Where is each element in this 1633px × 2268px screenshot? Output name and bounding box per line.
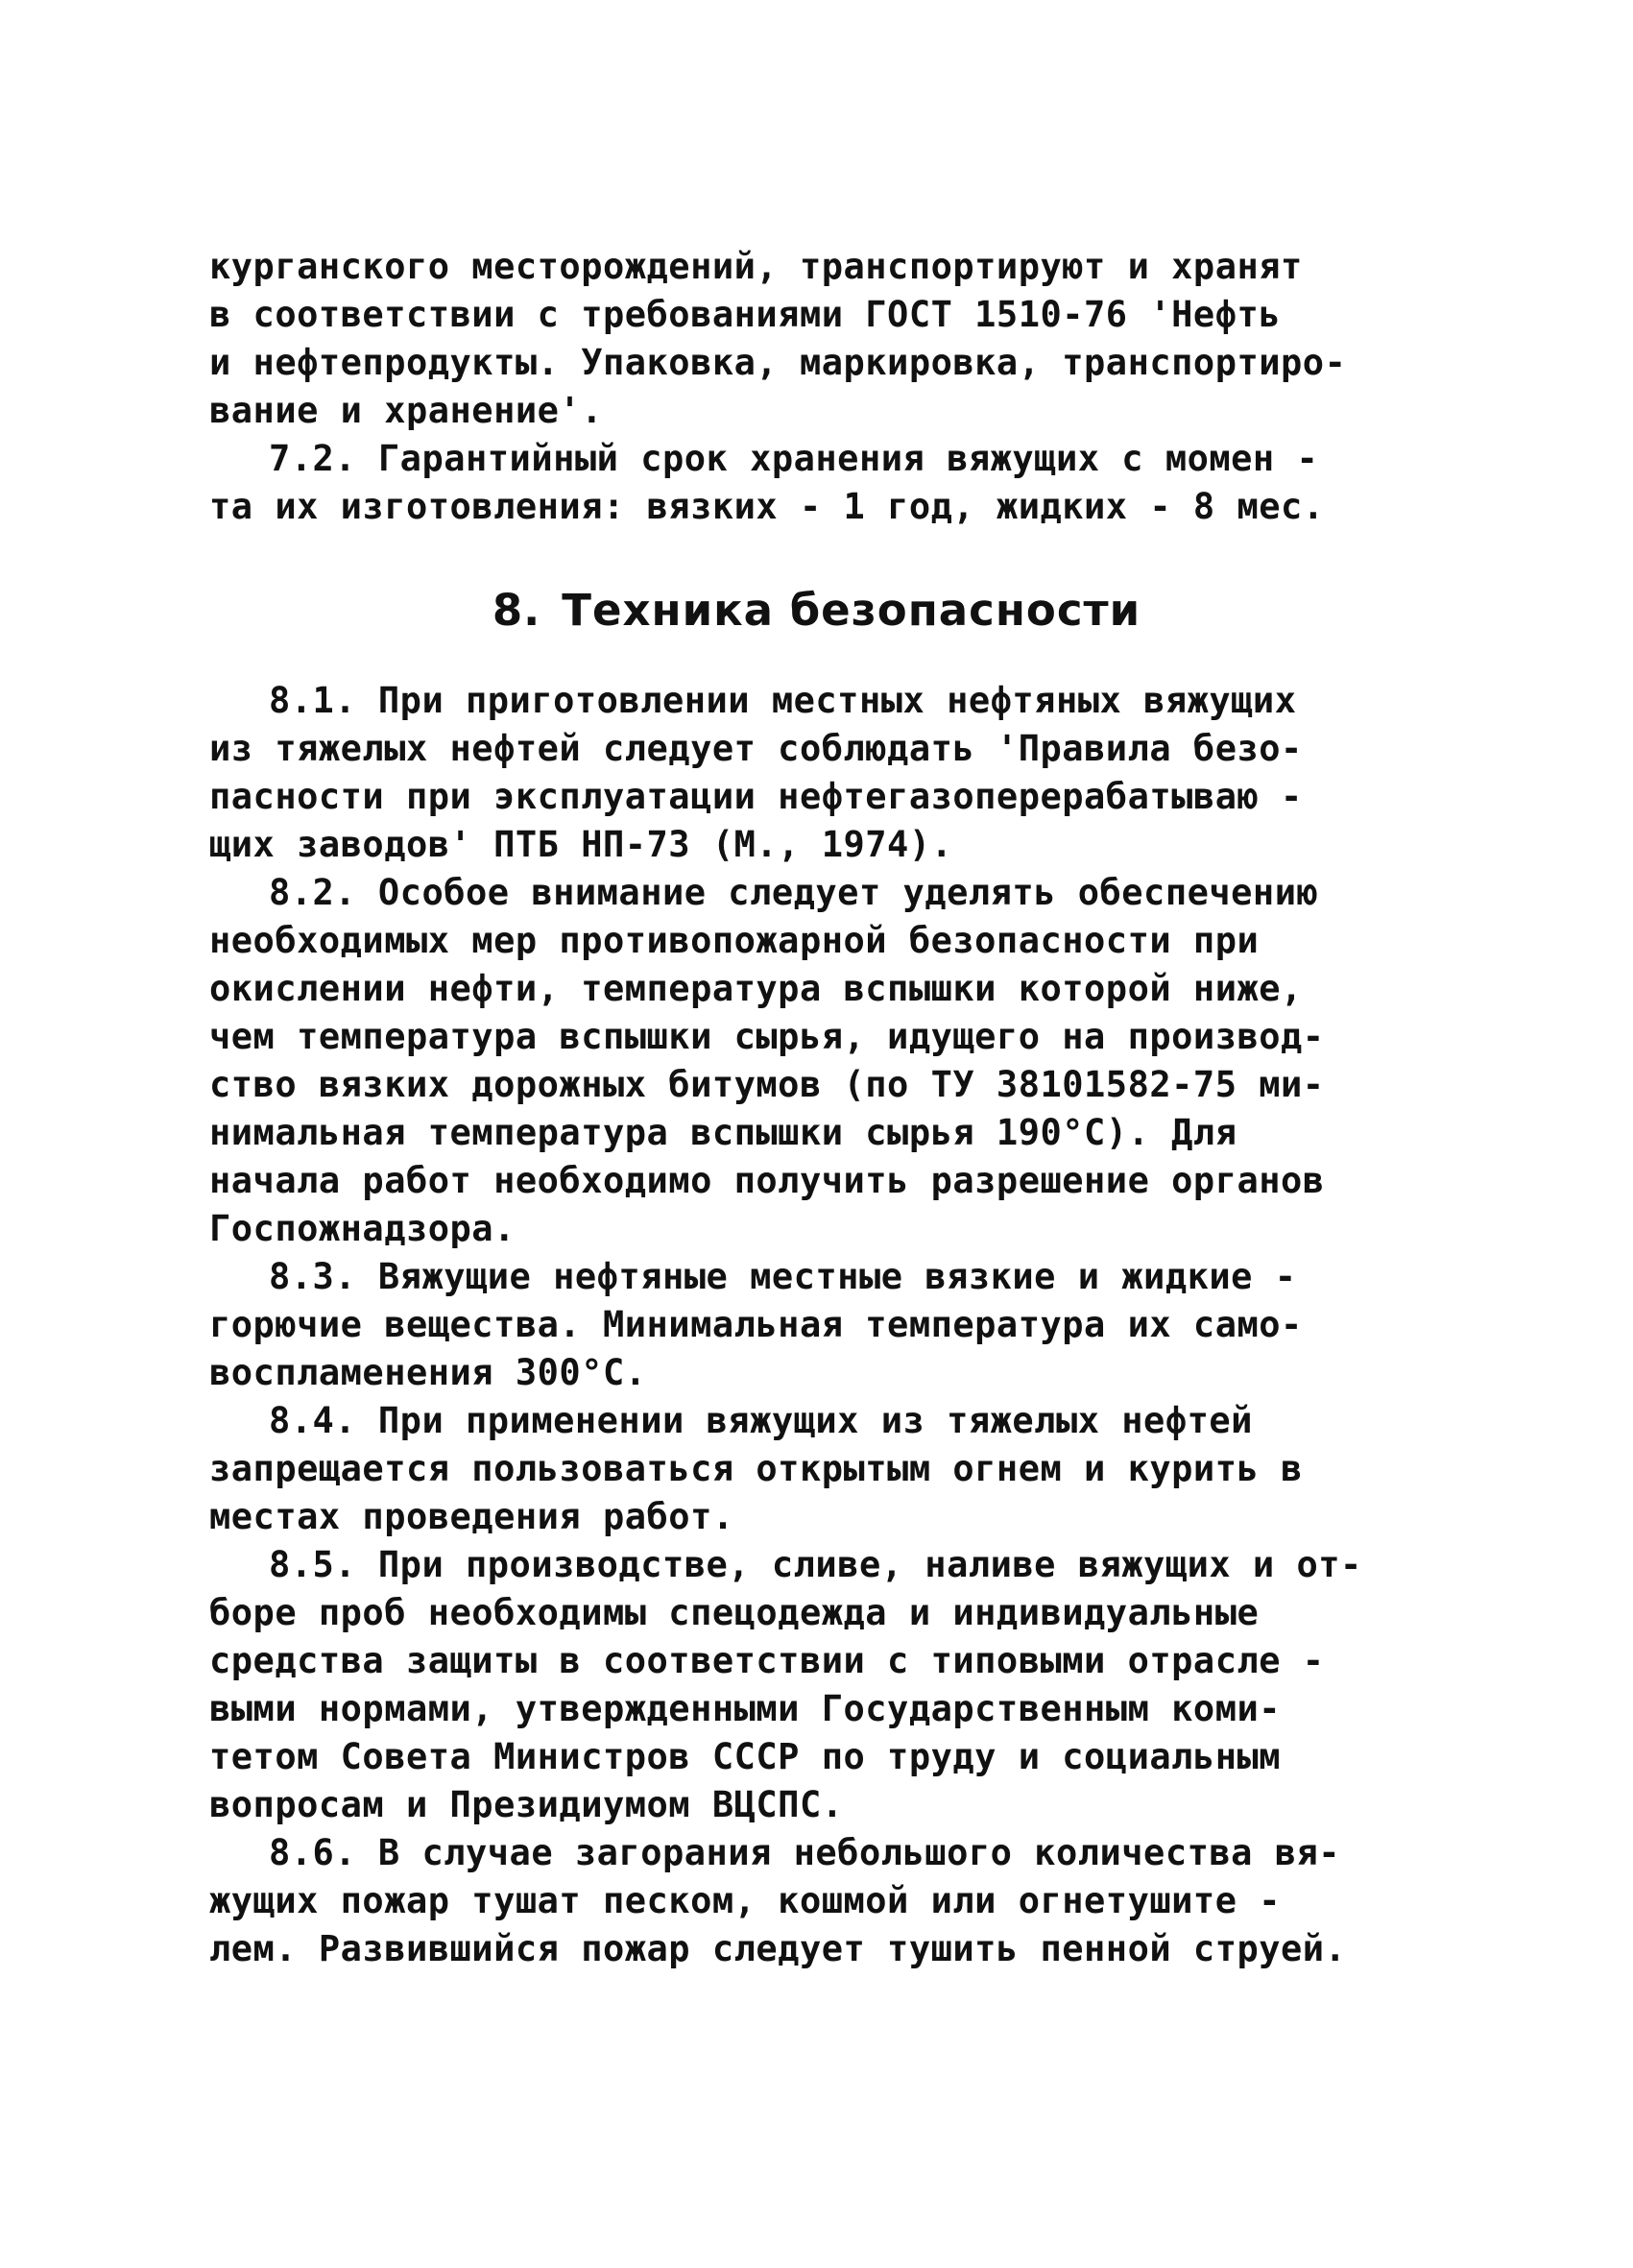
text-line: вопросам и Президиумом ВЦСПС. — [209, 1784, 844, 1825]
text-line: средства защиты в соответствии с типовыми отрасле - — [209, 1640, 1325, 1681]
text-line: запрещается пользоваться открытым огнем и курить в — [209, 1448, 1303, 1489]
paragraph-8-4-first-line — [269, 1398, 1421, 1444]
text-line: При применении вяжущих из тяжелых нефтей — [377, 1400, 1253, 1441]
text-line: курганского месторождений, транспортируют и хранят — [209, 246, 1303, 287]
text-line: горючие вещества. Минимальная температура их само- — [209, 1304, 1303, 1345]
paragraph-8-2-first-line — [269, 870, 1421, 916]
text-line: начала работ необходимо получить разрешение органов — [209, 1160, 1325, 1201]
paragraph-number: 8.6. — [269, 1832, 357, 1873]
text-line: жущих пожар тушат песком, кошмой или огнетушите - — [209, 1880, 1282, 1921]
paragraph-number: 8.4. — [269, 1400, 357, 1441]
text-line: в соответствии с требованиями ГОСТ 1510-76 'Нефть — [209, 294, 1282, 335]
text-line: воспламенения 300 — [209, 1352, 582, 1393]
text-line: тетом Совета Министров СССР по труду и социальным — [209, 1736, 1282, 1777]
paragraph-7-2-first-line — [269, 436, 1421, 482]
text-line: Особое внимание следует уделять обеспечению — [377, 872, 1319, 913]
text-line-with-temperature — [209, 1350, 1421, 1396]
text-line: Гарантийный срок хранения вяжущих с момен - — [377, 438, 1319, 479]
text-line: и нефтепродукты. Упаковка, маркировка, транспортиро- — [209, 342, 1347, 383]
paragraph-number: 8.5. — [269, 1544, 357, 1585]
paragraph-8-6-first-line — [269, 1830, 1421, 1876]
text-line: Госпожнадзора. — [209, 1208, 516, 1249]
text-line: местах проведения работ. — [209, 1496, 734, 1537]
section-heading — [0, 582, 1633, 639]
text-line: лем. Развившийся пожар следует тушить пенной струей. — [209, 1928, 1347, 1969]
text-line: °С. — [581, 1352, 647, 1393]
text-line: чем температура вспышки сырья, идущего на производ- — [209, 1016, 1325, 1057]
paragraph-8-5-first-line — [269, 1542, 1421, 1588]
section-number: 8. — [492, 585, 541, 636]
text-line-with-temperature — [209, 1110, 1421, 1156]
text-line: из тяжелых нефтей следует соблюдать 'Правила безо- — [209, 728, 1303, 769]
text-line: Вяжущие нефтяные местные вязкие и жидкие - — [377, 1256, 1297, 1297]
text-line: та их изготовления: вязких - 1 год, жидких - 8 мес. — [209, 486, 1325, 527]
paragraph-8-3-first-line — [269, 1254, 1421, 1300]
text-line: щих заводов' ПТБ НП-73 (М., 1974). — [209, 824, 953, 865]
text-line: боре проб необходимы спецодежда и индивидуальные — [209, 1592, 1260, 1633]
paragraph-number: 7.2. — [269, 438, 357, 479]
text-line: В случае загорания небольшого количества вя- — [377, 1832, 1341, 1873]
text-line: необходимых мер противопожарной безопасности при — [209, 920, 1260, 961]
text-line: пасности при эксплуатации нефтегазоперерабатываю - — [209, 776, 1303, 817]
paragraph-number: 8.1. — [269, 680, 357, 721]
section-title: Техника безопасности — [562, 585, 1141, 636]
text-line: При производстве, сливе, наливе вяжущих и от- — [377, 1544, 1362, 1585]
text-line: °С). Для — [1062, 1112, 1237, 1153]
paragraph-number: 8.3. — [269, 1256, 357, 1297]
text-line: окислении нефти, температура вспышки которой ниже, — [209, 968, 1303, 1009]
paragraph-8-1-first-line — [269, 678, 1421, 724]
text-line: При приготовлении местных нефтяных вяжущих — [377, 680, 1297, 721]
text-line: ство вязких дорожных битумов (по ТУ 38101582-75 ми- — [209, 1064, 1325, 1105]
paragraph-number: 8.2. — [269, 872, 357, 913]
text-line: вание и хранение'. — [209, 390, 603, 431]
text-line: нимальная температура вспышки сырья 190 — [209, 1112, 1063, 1153]
text-line: выми нормами, утвержденными Государственным коми- — [209, 1688, 1282, 1729]
